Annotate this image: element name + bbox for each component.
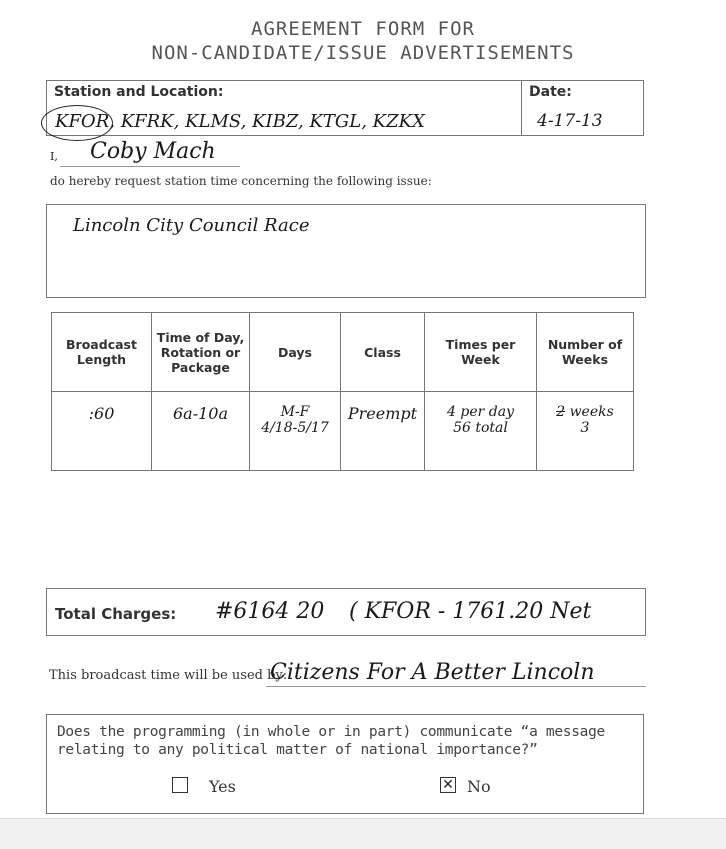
header-times-per-week: Times per Week <box>425 313 537 392</box>
weeks-line <box>537 404 633 420</box>
total-section <box>46 588 646 636</box>
requester-prefix: I, <box>50 150 58 163</box>
times-per-day: 4 per day <box>447 404 514 420</box>
question-text: Does the programming (in whole or in part) communicate “a message relating to any political matter of national importance?” <box>57 724 605 758</box>
used-by-label: This broadcast time will be used by: <box>49 668 288 683</box>
schedule-value-row <box>52 392 634 471</box>
issue-section <box>46 204 646 298</box>
station-value: KFOR, KFRK, KLMS, KIBZ, KTGL, KZKX <box>55 111 425 132</box>
value-time-of-day: 6a-10a <box>152 392 250 471</box>
used-by-value: Citizens For A Better Lincoln <box>270 660 595 685</box>
no-checkbox-checked[interactable]: ✕ <box>440 777 456 793</box>
header-broadcast-length: Broadcast Length <box>52 313 152 392</box>
name-underline <box>60 166 240 167</box>
viewer-bottom-bar <box>0 818 726 849</box>
header-time-of-day: Time of Day, Rotation or Package <box>152 313 250 392</box>
days-range: 4/18-5/17 <box>261 420 329 436</box>
schedule-header-row <box>52 313 634 392</box>
form-title-line1: AGREEMENT FORM FOR <box>251 18 475 40</box>
used-by-underline <box>266 686 646 687</box>
total-label: Total Charges: <box>55 605 177 623</box>
times-total: 56 total <box>453 420 508 436</box>
date-label: Date: <box>529 84 572 100</box>
requester-name: Coby Mach <box>90 139 216 164</box>
value-broadcast-length: :60 <box>52 392 152 471</box>
header-days: Days <box>250 313 341 392</box>
value-number-of-weeks <box>537 392 634 471</box>
schedule-table <box>51 312 634 471</box>
value-class: Preempt <box>341 392 425 471</box>
header-class: Class <box>341 313 425 392</box>
days-pattern: M-F <box>280 404 310 420</box>
date-value: 4-17-13 <box>537 111 603 131</box>
net-note: ( KFOR - 1761.20 Net <box>349 599 592 624</box>
station-section <box>46 80 644 136</box>
issue-value: Lincoln City Council Race <box>73 215 310 236</box>
value-days <box>250 392 341 471</box>
yes-label: Yes <box>209 777 236 796</box>
request-statement: do hereby request station time concerning the following issue: <box>50 174 432 188</box>
header-number-of-weeks: Number of Weeks <box>537 313 634 392</box>
station-label: Station and Location: <box>54 84 224 100</box>
total-value: #6164 20 <box>215 599 325 624</box>
yes-checkbox[interactable] <box>172 777 188 793</box>
weeks-value: 3 <box>580 420 590 436</box>
form-title-line2: NON-CANDIDATE/ISSUE ADVERTISEMENTS <box>151 42 575 64</box>
date-divider <box>521 81 522 135</box>
no-label: No <box>467 777 491 796</box>
value-times-per-week <box>425 392 537 471</box>
weeks-note: weeks <box>569 404 614 420</box>
weeks-struck-value: 2 <box>556 404 566 420</box>
question-section <box>46 714 644 814</box>
